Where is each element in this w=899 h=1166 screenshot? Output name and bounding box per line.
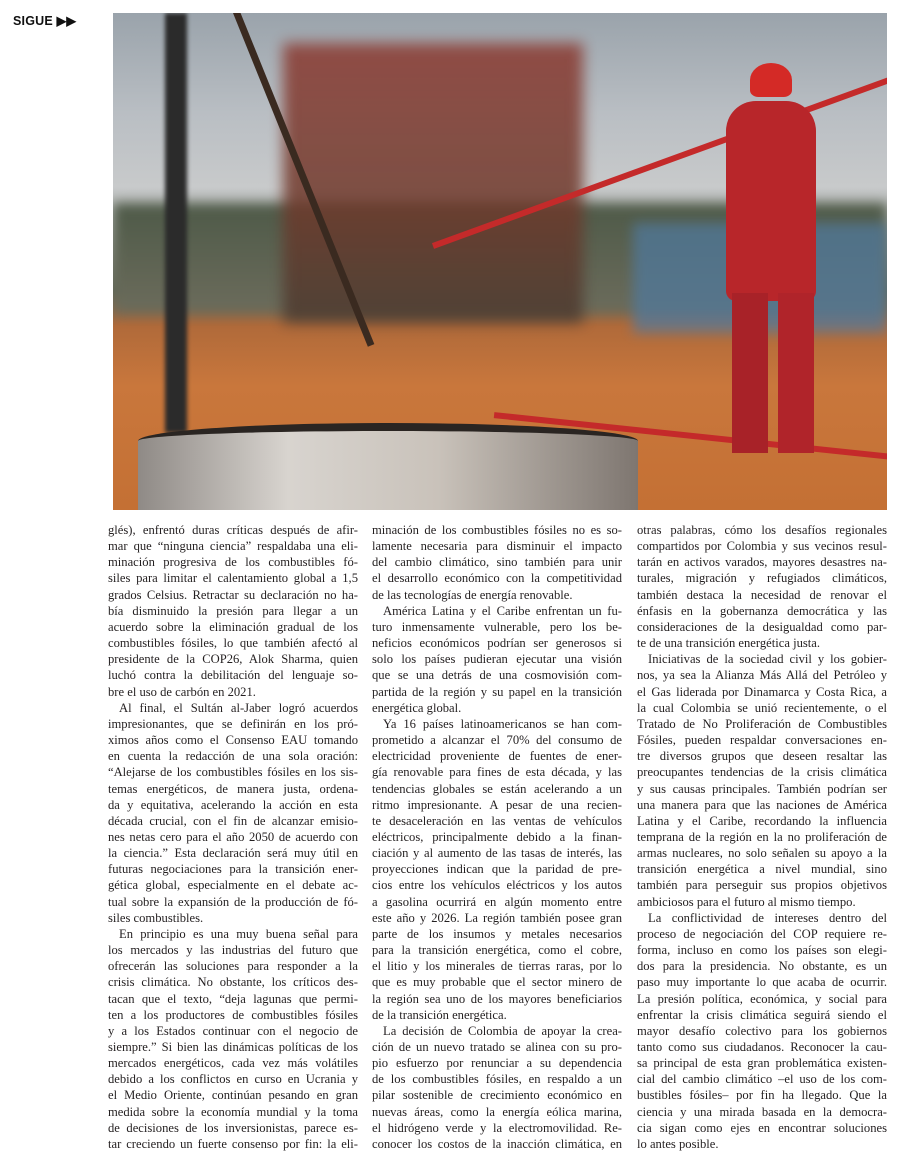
text-line: medida sobre la economía mundial y la toma <box>108 1104 358 1119</box>
text-line: temprana de la región en la no proliferación de <box>637 829 887 844</box>
text-line: una manera para que las naciones de América <box>637 797 887 812</box>
text-line: paso muy importante lo que acaba de ocurrir. <box>637 975 887 990</box>
text-line: debido a los conflictos en curso en Ucrania y <box>108 1072 358 1087</box>
text-line: década crucial, con el fin de alcanzar emisio- <box>108 813 358 828</box>
text-line: electricidad proveniente de fuentes de ener- <box>372 749 622 764</box>
text-line: ambiciosos para el futuro al mismo tiempo. <box>637 894 856 909</box>
text-line: cia sigan como ejes en encontrar soluciones <box>637 1120 887 1135</box>
text-line: La presión política, económica, y social para <box>637 991 887 1006</box>
text-line: lamente necesaria para disminuir el impacto <box>372 539 622 554</box>
text-line: te de una transición energética justa. <box>637 636 821 651</box>
text-line: glés), enfrentó duras críticas después de afir- <box>108 523 358 537</box>
text-line: nuevas áreas, como la energía eólica marina, <box>372 1104 622 1119</box>
text-line: forma, incluso en como los países son elegi- <box>637 943 887 958</box>
text-line: partida de la región y su papel en la transición <box>372 684 622 699</box>
text-line: tual sobre la expansión de la producción de fó- <box>108 894 358 909</box>
text-line: cios entre los vehículos eléctricos y los autos <box>372 878 622 893</box>
text-line: siles para limitar el calentamiento global a 1,5 <box>108 571 358 586</box>
text-line: que se una detrás de una cosmovisión com- <box>372 668 622 683</box>
text-line: futuras negociaciones para la transición ener- <box>108 862 358 877</box>
text-line: del cambio climático, sino también para unir <box>372 555 622 570</box>
text-line: temas energéticos, de manera justa, ordena- <box>108 781 358 796</box>
text-line: pio esfuerzo por renunciar a su dependencia <box>372 1056 622 1071</box>
text-line: pilar sostenible de crecimiento económico en <box>372 1088 622 1103</box>
text-line: gética global, especialmente en el debate ac- <box>108 878 358 893</box>
text-line: el hidrógeno verde y la electromovilidad. Re- <box>372 1120 622 1135</box>
text-line: y a los Estados continuar con el negocio de <box>108 1023 358 1038</box>
photo-worker <box>708 63 828 453</box>
text-line: prometido a alcanzar el 70% del consumo de <box>372 733 622 748</box>
text-line: Ya 16 países latinoamericanos se han com- <box>383 716 622 731</box>
text-line: énfasis en la gobernanza democrática y las <box>637 603 887 618</box>
text-line: los mercados y las industrias del futuro que <box>108 943 358 958</box>
text-line: Latina y el Caribe, recordando la influencia <box>637 813 887 828</box>
text-line: el litio y los minerales de tierras raras, por lo <box>372 959 622 974</box>
text-line: también para perseguir sus propios objetivos <box>637 878 887 893</box>
text-line: La conflictividad de intereses dentro del <box>648 910 887 925</box>
text-line: mayor desafío colectivo para los gobiernos <box>637 1023 887 1038</box>
article-paragraph <box>637 910 887 1152</box>
text-line: impresionantes, que se definirán en los pró- <box>108 716 358 731</box>
text-line: minación de los combustibles fósiles no es so- <box>372 523 622 537</box>
text-line: para la transición energética, como el cobre, <box>372 943 622 958</box>
text-line: minación progresiva de los combustibles fó- <box>108 555 358 570</box>
text-line: turales, migración y refugiados climáticos, <box>637 571 887 586</box>
text-line: de las tecnologías de energía renovable. <box>372 587 573 602</box>
text-line: la región sea uno de los mayores beneficiarios <box>372 991 622 1006</box>
text-line: cial del cambio climático –el uso de los com- <box>637 1072 887 1087</box>
text-line: neficios económicos podrían ser generosos si <box>372 636 622 651</box>
text-line: proyecciones indican que la paridad de pre- <box>372 862 622 877</box>
article-photo-oil-worker <box>113 13 887 510</box>
photo-worker-body <box>726 101 816 301</box>
text-line: tendencias globales se están acelerando a un <box>372 781 622 796</box>
text-line: Fósiles, pueden respaldar conversaciones en- <box>637 733 887 748</box>
text-line: la cual Colombia se unió recientemente, o el <box>637 700 887 715</box>
photo-barrel <box>138 423 638 510</box>
text-line: da y equitativa, acelerando la acción en esta <box>108 797 358 812</box>
text-line: de la transición energética. <box>372 1007 507 1022</box>
text-line: grados Celsius. Retractar su declaración no ha- <box>108 587 358 602</box>
text-line: eléctricos, principalmente debido a la finan- <box>372 829 622 844</box>
text-line: armas nucleares, no solo señalen su apoyo a la <box>637 846 887 861</box>
text-line: siles combustibles. <box>108 910 204 925</box>
article-paragraph <box>372 716 622 1023</box>
text-line: tanto como sus ciudadanos. Reconocer la cau- <box>637 1040 887 1054</box>
text-line: de los combustibles fósiles, en respaldo a un <box>372 1072 622 1087</box>
text-line: compartidos por Colombia y sus vecinos resul- <box>637 539 887 554</box>
text-line: a gasolina ocurrirá en algún momento entre <box>372 894 622 909</box>
text-line: gía renovable para fines de esta década, y las <box>372 765 622 780</box>
text-line: te desaceleración en las ventas de vehículos <box>372 813 622 828</box>
text-line: también destaca la necesidad de renovar el <box>637 587 887 602</box>
text-line: ofrecerán las soluciones para responder a la <box>108 959 358 974</box>
text-line: Iniciativas de la sociedad civil y los gobier- <box>648 652 887 667</box>
text-line: América Latina y el Caribe enfrentan un fu- <box>383 603 622 618</box>
text-line: transición energética a nivel mundial, sino <box>637 862 887 877</box>
text-line: conocer los costos de la inacción climática, en <box>372 1136 622 1151</box>
text-line: siempre.” Si bien las dinámicas políticas de los <box>108 1040 358 1054</box>
article-paragraph <box>108 522 358 700</box>
text-line: “Alejarse de los combustibles fósiles en los sis- <box>108 765 358 780</box>
text-column-1 <box>108 522 358 1152</box>
text-line: energética global. <box>372 700 462 715</box>
text-line: la ciencia.” Esta declaración será muy útil en <box>108 846 358 861</box>
text-line: combustibles fósiles, lo que también afectó al <box>108 636 358 651</box>
text-line: ritmo impresionante. A pesar de una recien- <box>372 797 622 812</box>
photo-worker-helmet <box>750 63 792 97</box>
text-line: tre diversos grupos que deseen resaltar las <box>637 749 887 764</box>
text-line: ciación y al aumento de las tasas de interés, las <box>372 846 622 861</box>
text-line: parte de los insumos y metales necesarios <box>372 926 622 941</box>
text-line: mar que “ninguna ciencia” respaldaba una eli- <box>108 539 358 554</box>
photo-pole <box>165 13 187 433</box>
photo-oil-rig <box>283 43 583 323</box>
article-paragraph <box>637 651 887 910</box>
text-line: enfrentar la crisis climática seguirá siendo el <box>637 1007 887 1022</box>
text-line: en cuenta la redacción de una sola oración: <box>108 749 358 764</box>
text-line: bustibles fósiles– por fin ha llegado. Que la <box>637 1088 887 1103</box>
text-line: En principio es una muy buena señal para <box>119 926 358 941</box>
article-paragraph <box>637 522 887 651</box>
text-column-2 <box>372 522 622 1152</box>
text-line: bre el uso de carbón en 2021. <box>108 684 256 699</box>
text-line: este año y 2026. La región también posee gran <box>372 910 622 925</box>
text-line: dos para la presidencia. No obstante, es un <box>637 959 887 974</box>
text-line: ciencia y una mirada basada en la democra- <box>637 1104 887 1119</box>
text-line: ten a los productores de combustibles fósiles <box>108 1007 358 1022</box>
text-line: La decisión de Colombia de apoyar la crea- <box>383 1023 622 1038</box>
text-line: bía disminuido la presión para llegar a un <box>108 603 358 618</box>
text-line: nos, ya sea la Alianza Más Allá del Petróleo y <box>637 668 887 683</box>
article-paragraph <box>108 700 358 926</box>
text-line: consideraciones de la desigualdad como par- <box>637 619 887 634</box>
text-column-3 <box>637 522 887 1152</box>
text-line: el desarrollo económico con la competitividad <box>372 571 622 586</box>
text-line: el Medio Oriente, continúan pesando en gran <box>108 1088 358 1103</box>
text-line: mercados energéticos, cada vez más volátiles <box>108 1056 358 1071</box>
text-line: ximos años como el Consenso EAU tomando <box>108 733 358 748</box>
text-line: turo inmensamente vulnerable, pero los be- <box>372 619 622 634</box>
text-line: lo antes posible. <box>637 1136 719 1151</box>
photo-worker-leg <box>732 293 768 453</box>
text-line: solo los países pudieran ejecutar una visión <box>372 652 622 667</box>
photo-worker-leg <box>778 293 814 453</box>
text-line: que es muy probable que el sector minero de <box>372 975 622 990</box>
text-line: nes netas cero para el año 2050 de acuerdo con <box>108 829 358 844</box>
text-line: otras palabras, cómo los desafíos regionales <box>637 523 887 537</box>
text-line: luchó contra la debilitación del lenguaje so- <box>108 668 358 683</box>
text-line: acuerdo sobre la eliminación gradual de los <box>108 619 358 634</box>
text-line: Tratado de No Proliferación de Combustibles <box>637 716 887 731</box>
article-paragraph <box>108 926 358 1152</box>
text-line: y sus causas principales. También podrían ser <box>637 781 887 796</box>
text-line: crisis climática. No obstante, los críticos des- <box>108 975 358 990</box>
text-line: el Gas liderada por Dinamarca y Costa Rica, a <box>637 684 887 699</box>
article-paragraph <box>372 1023 622 1152</box>
text-line: proceso de negociación del COP requiere re- <box>637 926 887 941</box>
text-line: sa principal de esta gran problemática existen- <box>637 1056 887 1071</box>
text-line: tar creciendo un fuerte consenso por fin: la eli- <box>108 1136 358 1151</box>
continue-label: SIGUE ▶▶ <box>13 14 77 28</box>
article-paragraph <box>372 522 622 603</box>
article-paragraph <box>372 603 622 716</box>
text-line: ción de un nuevo tratado se alinea con su pro- <box>372 1040 622 1054</box>
text-line: tarán en activos varados, mayores desastres na- <box>637 555 887 570</box>
text-line: presidente de la COP26, Alok Sharma, quien <box>108 652 358 667</box>
text-line: de decisiones de los inversionistas, parece es- <box>108 1120 358 1135</box>
text-line: Al final, el Sultán al-Jaber logró acuerdos <box>119 700 358 715</box>
text-line: tacan que el texto, “deja lagunas que permi- <box>108 991 358 1006</box>
text-line: preocupantes tendencias de la crisis climática <box>637 765 887 780</box>
